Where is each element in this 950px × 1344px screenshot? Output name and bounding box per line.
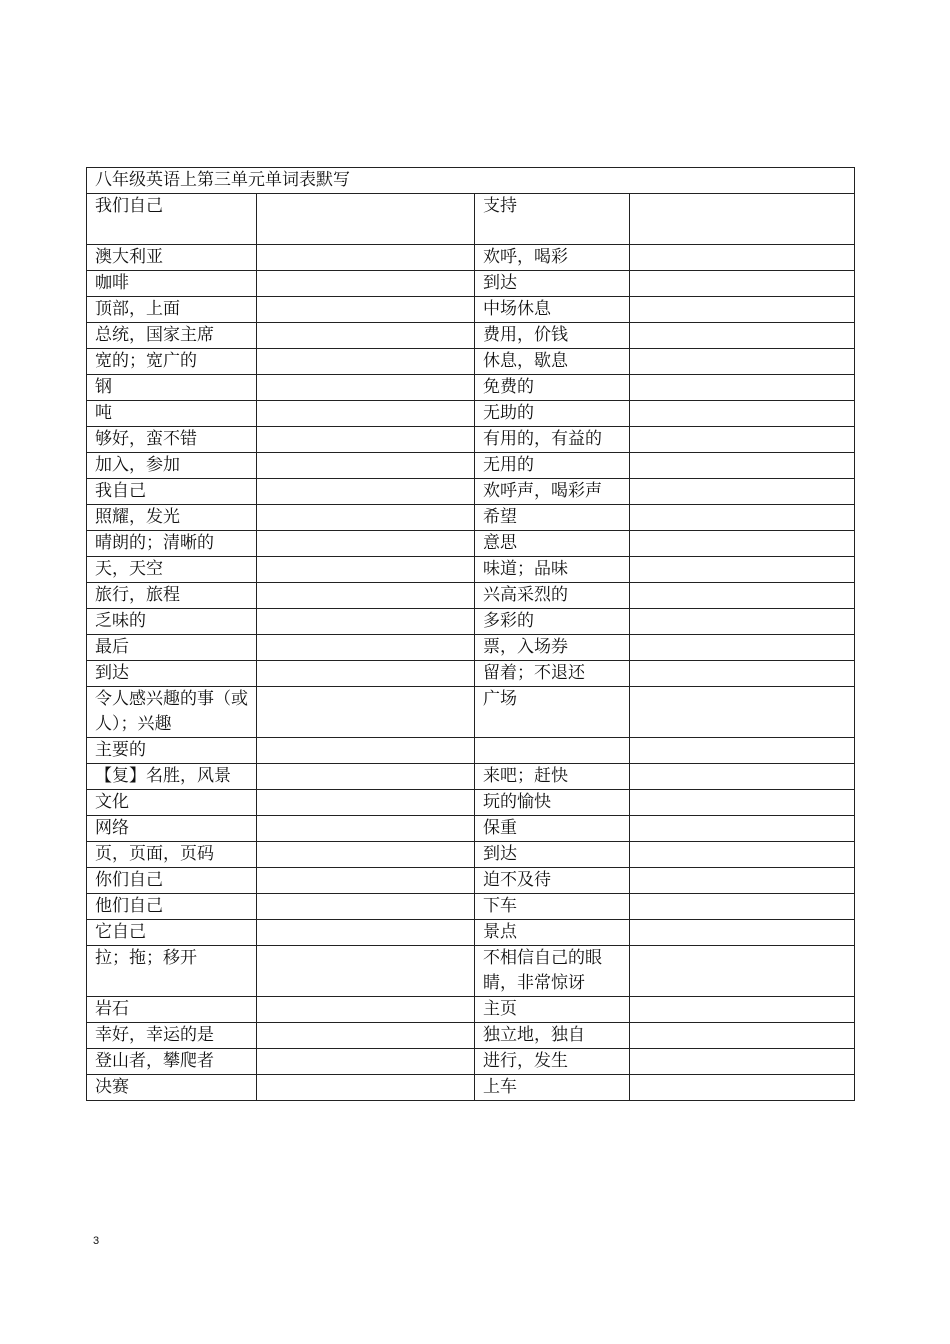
answer-blank-cell[interactable] [630, 790, 855, 816]
chinese-term-cell: 咖啡 [87, 271, 257, 297]
answer-blank-cell[interactable] [257, 453, 475, 479]
table-row [87, 609, 855, 635]
chinese-term-cell: 多彩的 [475, 609, 630, 635]
answer-blank-cell[interactable] [630, 323, 855, 349]
answer-blank-cell[interactable] [257, 194, 475, 245]
table-row [87, 816, 855, 842]
chinese-term-cell: 钢 [87, 375, 257, 401]
chinese-term-cell: 决赛 [87, 1075, 257, 1101]
answer-blank-cell[interactable] [630, 194, 855, 245]
answer-blank-cell[interactable] [257, 1023, 475, 1049]
table-row [87, 245, 855, 271]
table-row [87, 401, 855, 427]
answer-blank-cell[interactable] [630, 635, 855, 661]
chinese-term-cell: 味道；品味 [475, 557, 630, 583]
answer-blank-cell[interactable] [257, 531, 475, 557]
table-row [87, 531, 855, 557]
table-row [87, 920, 855, 946]
chinese-term-cell: 乏味的 [87, 609, 257, 635]
chinese-term-cell: 留着；不退还 [475, 661, 630, 687]
chinese-term-cell: 它自己 [87, 920, 257, 946]
chinese-term-cell: 广场 [475, 687, 630, 738]
answer-blank-cell[interactable] [630, 764, 855, 790]
chinese-term-cell: 主页 [475, 997, 630, 1023]
table-row [87, 271, 855, 297]
chinese-term-cell: 不相信自己的眼睛，非常惊讶 [475, 946, 630, 997]
chinese-term-cell: 中场休息 [475, 297, 630, 323]
title-row [87, 168, 855, 194]
chinese-term-cell: 独立地，独自 [475, 1023, 630, 1049]
answer-blank-cell[interactable] [630, 687, 855, 738]
chinese-term-cell: 进行，发生 [475, 1049, 630, 1075]
chinese-term-cell: 到达 [475, 842, 630, 868]
page-number: 3 [93, 1235, 100, 1247]
chinese-term-cell: 玩的愉快 [475, 790, 630, 816]
chinese-term-cell: 天，天空 [87, 557, 257, 583]
answer-blank-cell[interactable] [630, 531, 855, 557]
answer-blank-cell[interactable] [630, 245, 855, 271]
answer-blank-cell[interactable] [257, 687, 475, 738]
chinese-term-cell: 费用，价钱 [475, 323, 630, 349]
answer-blank-cell[interactable] [630, 1049, 855, 1075]
answer-blank-cell[interactable] [257, 297, 475, 323]
answer-blank-cell[interactable] [257, 427, 475, 453]
answer-blank-cell[interactable] [630, 868, 855, 894]
answer-blank-cell[interactable] [257, 557, 475, 583]
answer-blank-cell[interactable] [257, 479, 475, 505]
chinese-term-cell: 我们自己 [87, 194, 257, 245]
answer-blank-cell[interactable] [257, 997, 475, 1023]
chinese-term-cell: 免费的 [475, 375, 630, 401]
answer-blank-cell[interactable] [630, 583, 855, 609]
answer-blank-cell[interactable] [630, 609, 855, 635]
table-row [87, 453, 855, 479]
answer-blank-cell[interactable] [257, 1075, 475, 1101]
chinese-term-cell: 保重 [475, 816, 630, 842]
chinese-term-cell: 你们自己 [87, 868, 257, 894]
answer-blank-cell[interactable] [257, 920, 475, 946]
table-row [87, 505, 855, 531]
chinese-term-cell: 够好，蛮不错 [87, 427, 257, 453]
chinese-term-cell: 到达 [87, 661, 257, 687]
chinese-term-cell: 景点 [475, 920, 630, 946]
answer-blank-cell[interactable] [630, 557, 855, 583]
answer-blank-cell[interactable] [257, 635, 475, 661]
table-row [87, 1049, 855, 1075]
chinese-term-cell: 来吧；赶快 [475, 764, 630, 790]
chinese-term-cell: 拉；拖；移开 [87, 946, 257, 997]
answer-blank-cell[interactable] [630, 738, 855, 764]
table-row [87, 764, 855, 790]
answer-blank-cell[interactable] [630, 894, 855, 920]
chinese-term-cell: 票，入场券 [475, 635, 630, 661]
answer-blank-cell[interactable] [257, 738, 475, 764]
answer-blank-cell[interactable] [257, 790, 475, 816]
chinese-term-cell: 岩石 [87, 997, 257, 1023]
answer-blank-cell[interactable] [630, 479, 855, 505]
answer-blank-cell[interactable] [630, 946, 855, 997]
table-row [87, 557, 855, 583]
answer-blank-cell[interactable] [630, 375, 855, 401]
chinese-term-cell: 澳大利亚 [87, 245, 257, 271]
answer-blank-cell[interactable] [257, 609, 475, 635]
chinese-term-cell: 幸好，幸运的是 [87, 1023, 257, 1049]
answer-blank-cell[interactable] [257, 816, 475, 842]
chinese-term-cell: 到达 [475, 271, 630, 297]
answer-blank-cell[interactable] [630, 349, 855, 375]
answer-blank-cell[interactable] [257, 946, 475, 997]
chinese-term-cell: 网络 [87, 816, 257, 842]
chinese-term-cell: 最后 [87, 635, 257, 661]
chinese-term-cell: 意思 [475, 531, 630, 557]
chinese-term-cell: 欢呼声，喝彩声 [475, 479, 630, 505]
chinese-term-cell: 他们自己 [87, 894, 257, 920]
table-row [87, 583, 855, 609]
table-row [87, 842, 855, 868]
answer-blank-cell[interactable] [630, 453, 855, 479]
answer-blank-cell[interactable] [257, 505, 475, 531]
table-row [87, 1023, 855, 1049]
chinese-term-cell: 主要的 [87, 738, 257, 764]
chinese-term-cell: 登山者，攀爬者 [87, 1049, 257, 1075]
answer-blank-cell[interactable] [257, 868, 475, 894]
chinese-term-cell: 希望 [475, 505, 630, 531]
answer-blank-cell[interactable] [257, 661, 475, 687]
table-row [87, 868, 855, 894]
chinese-term-cell: 【复】名胜，风景 [87, 764, 257, 790]
vocab-table [86, 167, 855, 1101]
answer-blank-cell[interactable] [630, 401, 855, 427]
chinese-term-cell: 令人感兴趣的事（或人）；兴趣 [87, 687, 257, 738]
answer-blank-cell[interactable] [630, 997, 855, 1023]
answer-blank-cell[interactable] [257, 245, 475, 271]
answer-blank-cell[interactable] [630, 842, 855, 868]
answer-blank-cell[interactable] [257, 401, 475, 427]
answer-blank-cell[interactable] [630, 661, 855, 687]
answer-blank-cell[interactable] [630, 920, 855, 946]
answer-blank-cell[interactable] [630, 427, 855, 453]
chinese-term-cell: 兴高采烈的 [475, 583, 630, 609]
table-row [87, 738, 855, 764]
answer-blank-cell[interactable] [257, 271, 475, 297]
chinese-term-cell: 旅行，旅程 [87, 583, 257, 609]
table-row [87, 790, 855, 816]
answer-blank-cell[interactable] [257, 894, 475, 920]
chinese-term-cell: 照耀，发光 [87, 505, 257, 531]
chinese-term-cell [475, 738, 630, 764]
answer-blank-cell[interactable] [257, 583, 475, 609]
vocab-sheet [86, 167, 854, 1101]
chinese-term-cell: 下车 [475, 894, 630, 920]
answer-blank-cell[interactable] [630, 271, 855, 297]
answer-blank-cell[interactable] [257, 349, 475, 375]
answer-blank-cell[interactable] [257, 1049, 475, 1075]
table-row [87, 687, 855, 738]
chinese-term-cell: 欢呼，喝彩 [475, 245, 630, 271]
chinese-term-cell: 无用的 [475, 453, 630, 479]
answer-blank-cell[interactable] [257, 323, 475, 349]
chinese-term-cell: 顶部，上面 [87, 297, 257, 323]
answer-blank-cell[interactable] [257, 375, 475, 401]
page-title: 八年级英语上第三单元单词表默写 [87, 168, 855, 194]
answer-blank-cell[interactable] [257, 842, 475, 868]
chinese-term-cell: 我自己 [87, 479, 257, 505]
table-row [87, 1075, 855, 1101]
table-row [87, 661, 855, 687]
table-row [87, 375, 855, 401]
chinese-term-cell: 文化 [87, 790, 257, 816]
answer-blank-cell[interactable] [630, 816, 855, 842]
chinese-term-cell: 上车 [475, 1075, 630, 1101]
answer-blank-cell[interactable] [630, 505, 855, 531]
chinese-term-cell: 晴朗的；清晰的 [87, 531, 257, 557]
chinese-term-cell: 总统，国家主席 [87, 323, 257, 349]
chinese-term-cell: 休息，歇息 [475, 349, 630, 375]
chinese-term-cell: 加入，参加 [87, 453, 257, 479]
table-row [87, 427, 855, 453]
chinese-term-cell: 有用的，有益的 [475, 427, 630, 453]
table-row [87, 894, 855, 920]
chinese-term-cell: 宽的；宽广的 [87, 349, 257, 375]
chinese-term-cell: 迫不及待 [475, 868, 630, 894]
table-row [87, 297, 855, 323]
chinese-term-cell: 支持 [475, 194, 630, 245]
table-row [87, 479, 855, 505]
table-row [87, 997, 855, 1023]
table-row [87, 946, 855, 997]
table-row [87, 349, 855, 375]
table-row [87, 635, 855, 661]
table-row [87, 194, 855, 245]
table-row [87, 323, 855, 349]
answer-blank-cell[interactable] [257, 764, 475, 790]
chinese-term-cell: 无助的 [475, 401, 630, 427]
chinese-term-cell: 吨 [87, 401, 257, 427]
answer-blank-cell[interactable] [630, 297, 855, 323]
answer-blank-cell[interactable] [630, 1023, 855, 1049]
answer-blank-cell[interactable] [630, 1075, 855, 1101]
chinese-term-cell: 页，页面，页码 [87, 842, 257, 868]
